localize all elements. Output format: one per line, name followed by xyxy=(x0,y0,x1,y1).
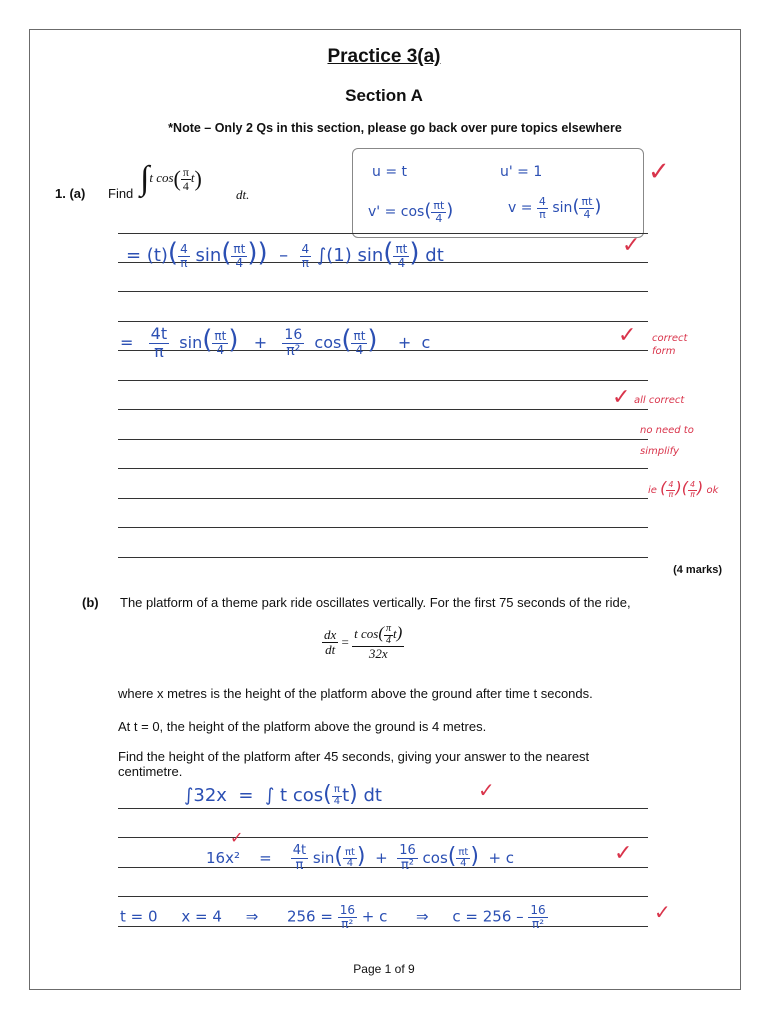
section-heading: Section A xyxy=(345,86,423,105)
question-label-1b: (b) xyxy=(82,595,99,610)
marker-comment-all-correct: all correct xyxy=(634,395,685,406)
answer-line xyxy=(118,896,648,897)
answer-line xyxy=(118,439,648,440)
page-title: Practice 3(a) xyxy=(327,46,441,67)
tick-mark: ✓ xyxy=(618,322,637,347)
question-intro: The platform of a theme park ride oscillates vertically. For the first 75 seconds of the ride, xyxy=(120,595,631,610)
working-line-1: = (t)( $\frac{4}{\pi}$ sin( $\frac{\pi t}{4}$ )) – $\frac{4}{\pi}$ ∫(1) sin( $\frac{\pi t}{4}$ ) dt xyxy=(126,238,444,270)
working-v: v = $\frac{4}{\pi}$ sin( $\frac{\pi t}{4}$ ) xyxy=(508,195,602,221)
dt-label: dt. xyxy=(236,187,250,202)
question-find-height: Find the height of the platform after 45 seconds, giving your answer to the nearest centimetre. xyxy=(118,749,590,779)
differential-equation: $\frac{dx}{dt}$ = t cos( $\frac{\pi}{4}$ t) 32x xyxy=(324,623,403,662)
answer-line xyxy=(118,557,648,558)
marker-comment-correct-form: correct form xyxy=(652,333,688,357)
answer-line xyxy=(118,527,648,528)
page-number: Page 1 of 9 xyxy=(353,962,415,976)
answer-line xyxy=(118,321,648,322)
working-u: u = t xyxy=(372,164,407,180)
marker-comment-ie: ie ( $\frac{4}{\pi}$ )( $\frac{4}{\pi}$ ) ok xyxy=(648,478,719,499)
question-find-label: Find xyxy=(108,186,134,201)
working-v-prime: v' = cos( $\frac{\pi t}{4}$ ) xyxy=(368,199,454,225)
integrand-text: t cos xyxy=(149,169,174,185)
question-initial-condition: At t = 0, the height of the platform above the ground is 4 metres. xyxy=(118,719,487,734)
answer-line xyxy=(118,808,648,809)
working-b-line-1: ∫32x = ∫ t cos( $\frac{\pi}{4}$ t) dt xyxy=(184,782,382,807)
tick-mark: ✓ xyxy=(648,156,670,186)
tick-mark: ✓ xyxy=(622,232,641,257)
tick-mark: ✓ xyxy=(614,840,633,865)
question-label-1a: 1. (a) xyxy=(55,186,86,201)
tick-mark: ✓ xyxy=(612,384,631,409)
marks-label: (4 marks) xyxy=(673,564,722,576)
working-b-line-2: 16x² = $\frac{4t}{\pi}$ sin( $\frac{\pi t}{4}$ ) + $\frac{16}{\text{π²}}$ cos( $\frac{\pi t}{4}$ ) + c xyxy=(206,843,515,873)
working-b-line-3: t = 0 x = 4 ⇒ 256 = $\frac{16}{\text{π²}}$ + c ⇒ c = 256 – $\frac{16}{\text{π²}}$ xyxy=(120,903,546,931)
working-line-2: = $\frac{4t}{\pi}$ sin( $\frac{\pi t}{4}$ ) + $\frac{16}{\text{π²}}$ cos( $\frac{\pi t}{4}$ ) + c xyxy=(120,324,431,361)
integral-expression: ∫t cos( $\frac{\pi}{4}$ t) xyxy=(140,160,202,197)
answer-line xyxy=(118,291,648,292)
integral-sign: ∫ xyxy=(140,160,150,197)
answer-line xyxy=(118,233,648,234)
section-note: *Note – Only 2 Qs in this section, please go back over pure topics elsewhere xyxy=(168,121,622,135)
working-u-prime: u' = 1 xyxy=(500,164,543,180)
answer-line xyxy=(118,498,648,499)
answer-line xyxy=(118,409,648,410)
marker-comment-no-need: no need to simplify xyxy=(640,425,694,457)
answer-line xyxy=(118,468,648,469)
question-where-text: where x metres is the height of the platform above the ground after time t seconds. xyxy=(118,686,593,701)
tick-mark: ✓ xyxy=(654,902,671,924)
tick-mark: ✓ xyxy=(230,830,244,847)
answer-line xyxy=(118,380,648,381)
working-box xyxy=(352,148,644,238)
tick-mark: ✓ xyxy=(478,780,495,802)
answer-line xyxy=(118,837,648,838)
